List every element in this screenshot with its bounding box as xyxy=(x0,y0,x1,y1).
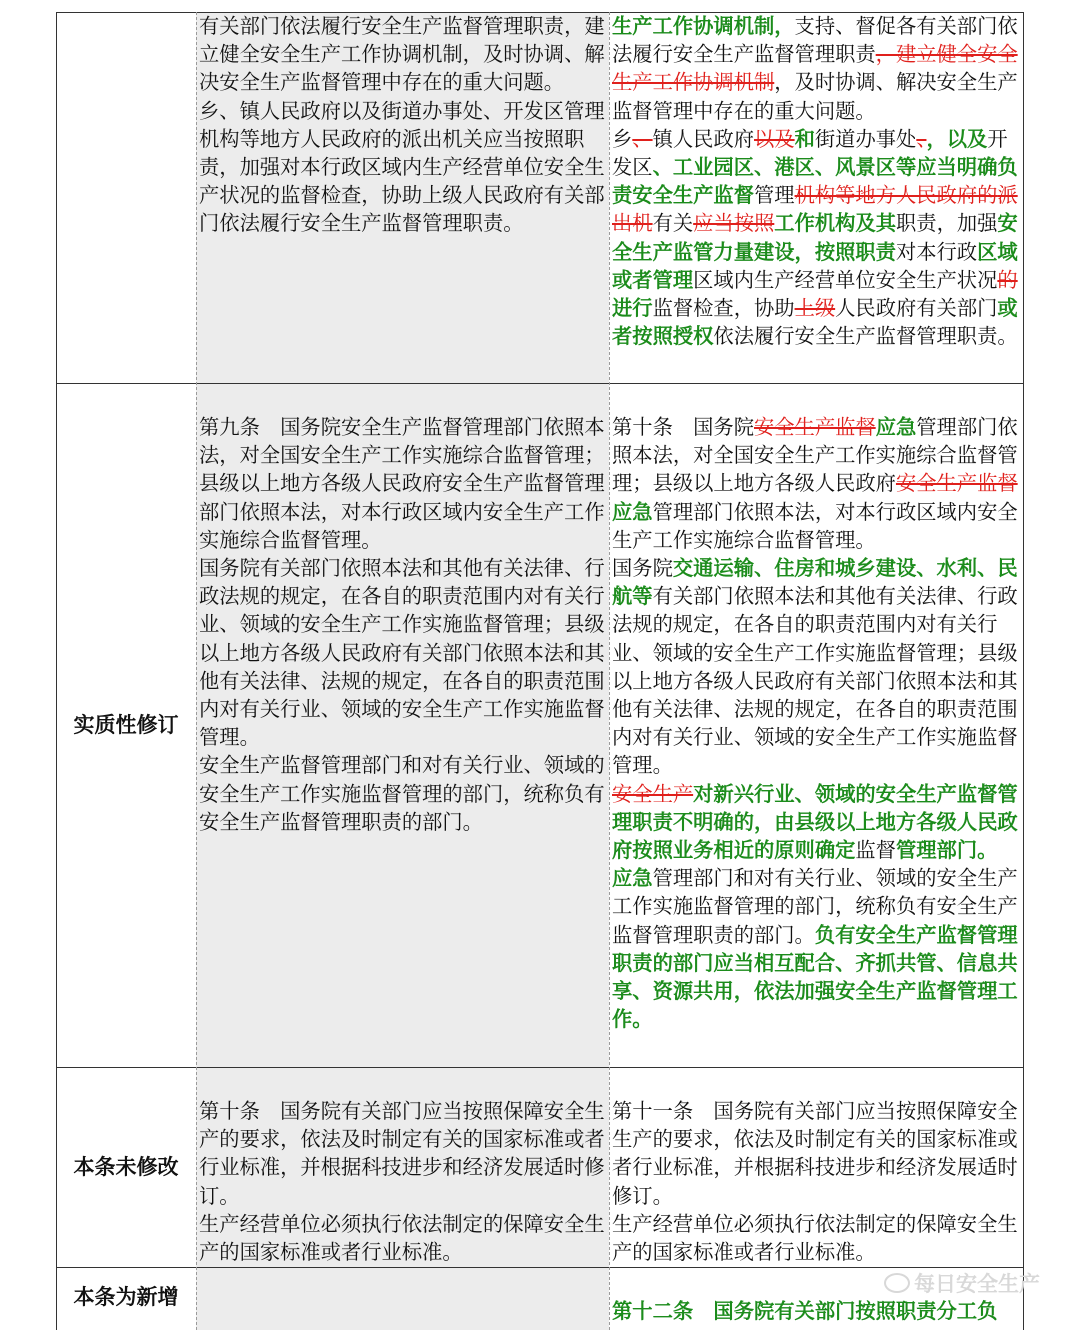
paragraph xyxy=(612,864,1021,1033)
text-run: 依法履行安全生产监督管理职责。 xyxy=(713,324,1018,349)
text-run: 第十条 国务院 xyxy=(612,415,754,439)
text-run: 有关部门依法履行安全生产监督管理职责，建立健全安全生产工作协调机制，及时协调、解决安全生产监督管理中存在的重大问题。 xyxy=(199,14,605,95)
table-row xyxy=(56,1067,1024,1267)
paragraph xyxy=(612,1097,1021,1210)
added-text: 生产工作协调机制， xyxy=(612,14,795,38)
deleted-text: 安全生产 xyxy=(612,781,694,806)
paragraph xyxy=(612,1210,1021,1266)
old-text xyxy=(196,383,609,836)
text-run: 镇人民政府 xyxy=(652,126,755,151)
added-text: 安全生产监管力量建设，按照职责 xyxy=(612,211,1018,264)
text-run: 第九条 国务院安全生产监督管理部门依照本法，对全国安全生产工作实施综合监督管理；县级以上地方各级人民政府安全生产监督管理部门依照本法，对本行政区域内安全生产工作实施综合监督管理。 xyxy=(199,415,605,552)
deleted-text: 应当按照 xyxy=(693,211,775,236)
text-run: 对本行政 xyxy=(895,239,978,264)
row-divider xyxy=(56,383,1024,384)
deleted-text: 机构等地方人民政府的 xyxy=(794,183,998,208)
text-run: 职责，加强 xyxy=(896,211,998,236)
added-text: 管理部门。 xyxy=(895,838,998,863)
text-run: 乡 xyxy=(612,126,633,151)
old-text xyxy=(196,1067,609,1266)
text-run: 开发区 xyxy=(612,126,1008,180)
paragraph xyxy=(199,97,606,238)
added-text: 工作机构及其 xyxy=(774,211,896,236)
label-cell xyxy=(56,383,196,1067)
text-run: 有关 xyxy=(652,211,694,236)
deleted-text: ，建立健全安全生产工作协调机制 xyxy=(612,42,1018,95)
added-text: 和 xyxy=(794,126,815,151)
paragraph xyxy=(199,751,606,836)
text-run: 生产经营单位必须执行依法制定的保障安全生产的国家标准或者行业标准。 xyxy=(612,1211,1018,1265)
new-text xyxy=(609,383,1024,1033)
deleted-text: 上级 xyxy=(794,296,836,321)
added-text: 第十二条 国务院有关部门按照职责分工负 xyxy=(612,1299,998,1323)
watermark xyxy=(884,1268,1040,1298)
watermark-text: 每日安全生产 xyxy=(914,1272,1040,1296)
text-run: 支持、督促各有关部门依法履行安全生产监督管理职责 xyxy=(612,14,1018,67)
text-run: 管理 xyxy=(753,183,795,208)
text-run: 国务院有关部门依照本法和其他有关法律、行政法规的规定，在各自的职责范围内对有关行业、领域的安全生产工作实施监督管理；县级以上地方各级人民政府有关部门依照本法和其他有关法律、法规的规定，在各自的职责范围内对有关行业、领域的安全生产工作实施监督管理。 xyxy=(199,556,605,750)
text-run: 监督检查，协助 xyxy=(652,296,795,321)
added-text: 应急 xyxy=(875,415,917,439)
new-text-cell xyxy=(609,383,1024,1067)
row-divider xyxy=(56,1267,1024,1268)
paragraph xyxy=(612,780,1021,865)
added-text: 、工业园区、港区、风景区等应当明确负责安全生产监督 xyxy=(612,155,1018,208)
new-text xyxy=(609,12,1024,350)
deleted-text: 派出机 xyxy=(612,183,1018,236)
deleted-text: 、 xyxy=(916,126,927,151)
added-text: 进行 xyxy=(612,296,653,321)
column-divider xyxy=(609,12,610,1330)
column-divider xyxy=(196,12,197,1330)
deleted-text: 的 xyxy=(997,267,1018,292)
added-text: 对新兴行业、领域的安全生产监督管理职责不明确的，由县级以上地方各级人民政府按照业务相近的原则确定 xyxy=(612,781,1018,863)
table-row xyxy=(56,1267,1024,1330)
added-text: 交通运输、住房和城乡建设、水利、民航等 xyxy=(612,556,1018,609)
text-run: 第十一条 国务院有关部门应当按照保障安全生产的要求，依法及时制定有关的国家标准或者行业标准，并根据科技进步和经济发展适时修订。 xyxy=(612,1099,1018,1208)
table-row xyxy=(56,12,1024,383)
text-run: 国务院 xyxy=(612,556,673,581)
new-text xyxy=(609,1067,1024,1266)
added-text: ，以及 xyxy=(926,126,988,151)
table-row xyxy=(56,383,1024,1067)
old-text-cell xyxy=(196,1267,609,1330)
text-run: ，及时协调、解决安全生产监督管理中存在的重大问题。 xyxy=(612,70,1018,123)
text-run: 安全生产监督管理部门和对有关行业、领域的安全生产工作实施监督管理的部门，统称负有安全生产监督管理职责的部门。 xyxy=(199,753,605,834)
deleted-text: 安全生产监督 xyxy=(753,415,876,439)
added-text: 应急 xyxy=(612,866,653,891)
paragraph xyxy=(612,125,1021,351)
deleted-text: 、 xyxy=(632,126,653,151)
added-text: 或者按照授权 xyxy=(612,296,1018,349)
text-run: 管理部门依照本法，对本行政区域内安全生产工作实施综合监督管理。 xyxy=(612,499,1018,552)
paragraph xyxy=(612,554,1021,780)
text-run: 人民政府有关部门 xyxy=(835,296,998,321)
paragraph xyxy=(199,12,606,97)
text-run: 区域内生产经营单位安全生产状况 xyxy=(693,267,998,292)
new-text-cell xyxy=(609,12,1024,383)
comparison-table xyxy=(56,12,1024,1330)
old-text-cell xyxy=(196,12,609,383)
old-text xyxy=(196,12,609,238)
deleted-text: 以及 xyxy=(754,126,795,151)
text-run: 有关部门依照本法和其他有关法律、行政法规的规定，在各自的职责范围内对有关行业、领域的安全生产工作实施监督管理；县级以上地方各级人民政府有关部门依照本法和其他有关法律、法规的规定，在各自的职责范围内对有关行业、领域的安全生产工作实施监督管理。 xyxy=(612,584,1018,778)
added-text: 负有安全生产监督管理职责的部门应当相互配合、齐抓共管、信息共享、资源共用，依法加强安全生产监督管理工作。 xyxy=(612,922,1018,1032)
text-run: 街道办事处 xyxy=(814,126,917,151)
paragraph xyxy=(612,1297,1021,1325)
old-text-cell xyxy=(196,1067,609,1267)
paragraph xyxy=(199,1210,606,1266)
label-cell xyxy=(56,1267,196,1330)
label-cell xyxy=(56,1067,196,1267)
text-run: 乡、镇人民政府以及街道办事处、开发区管理机构等地方人民政府的派出机关应当按照职责，加强对本行政区域内生产经营单位安全生产状况的监督检查，协助上级人民政府有关部门依法履行安全生产监督管理职责。 xyxy=(199,98,605,236)
added-text: 应急 xyxy=(612,499,653,524)
label-cell xyxy=(56,12,196,383)
text-run: 生产经营单位必须执行依法制定的保障安全生产的国家标准或者行业标准。 xyxy=(199,1211,605,1265)
old-text-cell xyxy=(196,383,609,1067)
paragraph xyxy=(199,554,606,751)
wechat-icon xyxy=(884,1273,910,1293)
paragraph xyxy=(199,1097,606,1210)
text-run: 管理部门和对有关行业、领域的安全生产工作实施监督管理的部门，统称负有安全生产监督管理职责的部门。 xyxy=(612,866,1018,947)
text-run: 管理部门依照本法，对全国安全生产工作实施综合监督管理；县级以上地方各级人民政府 xyxy=(612,415,1018,496)
text-run: 第十条 国务院有关部门应当按照保障安全生产的要求，依法及时制定有关的国家标准或者行业标准，并根据科技进步和经济发展适时修订。 xyxy=(199,1099,605,1208)
deleted-text: 安全生产监督 xyxy=(895,471,1018,496)
row-divider xyxy=(56,1067,1024,1068)
paragraph xyxy=(612,12,1021,125)
added-text: 区域或者管理 xyxy=(612,239,1018,292)
revision-type-label: 本条为新增 xyxy=(73,1285,179,1309)
table-border xyxy=(56,12,1024,13)
paragraph xyxy=(199,413,606,554)
paragraph xyxy=(612,413,1021,554)
revision-type-label: 实质性修订 xyxy=(73,713,179,737)
revision-type-label: 本条未修改 xyxy=(73,1155,179,1179)
text-run: 监督 xyxy=(855,838,896,863)
new-text-cell xyxy=(609,1067,1024,1267)
